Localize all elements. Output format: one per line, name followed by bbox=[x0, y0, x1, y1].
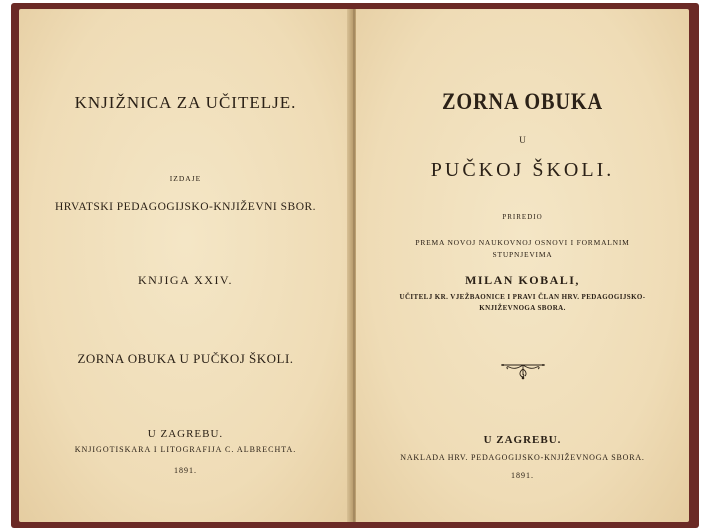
basis-line1: PREMA NOVOJ NAUKOVNOJ OSNOVI I FORMALNIM bbox=[415, 238, 630, 247]
series-title: KNJIŽNICA ZA UČITELJE. bbox=[74, 93, 297, 112]
right-page bbox=[356, 9, 689, 522]
author-role-line1: UČITELJ KR. VJEŽBAONICE I PRAVI ČLAN HRV. PEDAGOGIJSKO- bbox=[399, 293, 646, 301]
imprint-city: U ZAGREBU. bbox=[147, 428, 224, 440]
imprint-year: 1891. bbox=[174, 466, 197, 475]
fleuron-ornament-icon bbox=[499, 359, 547, 381]
publisher-imprint: NAKLADA HRV. PEDAGOGIJSKO-KNJIŽEVNOGA SBORA. bbox=[400, 453, 645, 462]
book-spread bbox=[11, 3, 699, 528]
main-title-line2: PUČKOJ ŠKOLI. bbox=[430, 159, 615, 181]
half-title: ZORNA OBUKA U PUČKOJ ŠKOLI. bbox=[77, 351, 294, 366]
printer-name: KNJIGOTISKARA I LITOGRAFIJA C. ALBRECHTA. bbox=[74, 445, 297, 454]
left-page bbox=[19, 9, 352, 522]
basis-line2: STUPNJEVIMA bbox=[492, 250, 553, 259]
edited-by-label: PRIREDIO bbox=[502, 213, 543, 221]
publisher-name: HRVATSKI PEDAGOGIJSKO-KNJIŽEVNI SBOR. bbox=[54, 201, 317, 213]
main-title-conjunction: U bbox=[519, 135, 526, 145]
author-role-line2: KNJIŽEVNOGA SBORA. bbox=[479, 304, 566, 312]
author-name: MILAN KOBALI, bbox=[465, 273, 580, 287]
volume-number: KNJIGA XXIV. bbox=[137, 273, 234, 287]
issued-by-label: IZDAJE bbox=[169, 174, 202, 183]
imprint-year: 1891. bbox=[511, 471, 534, 480]
main-title-line1: ZORNA OBUKA bbox=[442, 89, 603, 114]
imprint-city: U ZAGREBU. bbox=[483, 434, 562, 446]
